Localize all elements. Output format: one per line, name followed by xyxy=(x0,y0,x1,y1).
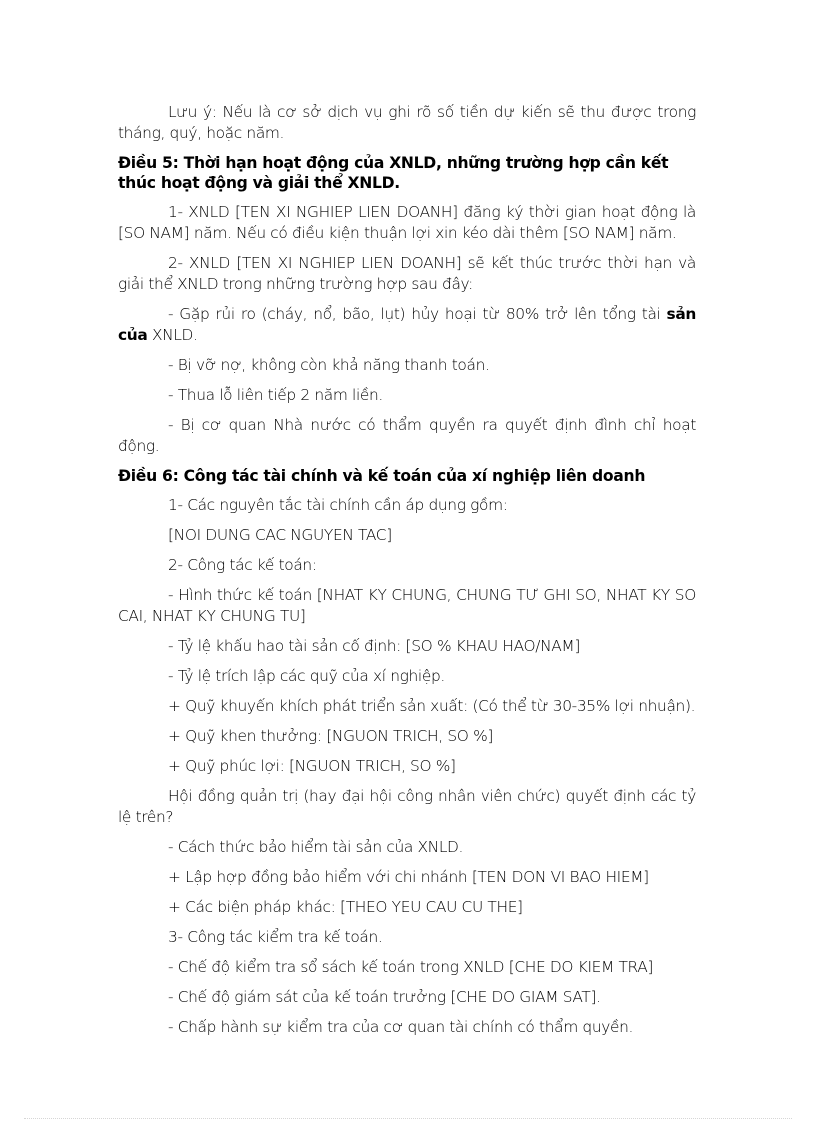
paragraph: 2- Công tác kế toán: xyxy=(168,556,317,574)
paragraph: + Lập hợp đồng bảo hiểm với chi nhánh [TEN DON VI BAO HIEM] xyxy=(168,868,649,886)
paragraph: - Hình thức kế toán [NHAT KY CHUNG, CHUNG TƯ GHI SO, NHAT KY SO CAI, NHAT KY CHUNG TU] xyxy=(118,586,696,625)
paragraph: - Chế độ kiểm tra sổ sách kế toán trong XNLD [CHE DO KIEM TRA] xyxy=(168,958,654,976)
paragraph-text: XNLD. xyxy=(147,326,198,344)
paragraph: Lưu ý: Nếu là cơ sở dịch vụ ghi rõ số tiền dự kiến sẽ thu được trong tháng, quý, hoặc năm. xyxy=(118,103,696,142)
paragraph: + Quỹ khuyến khích phát triển sản xuất: (Có thể từ 30-35% lợi nhuận). xyxy=(168,697,696,715)
paragraph: 1- Các nguyên tắc tài chính cần áp dụng gồm: xyxy=(168,496,508,514)
section-heading: Điều 6: Công tác tài chính và kế toán của xí nghiệp liên doanh xyxy=(118,467,646,485)
paragraph: 2- XNLD [TEN XI NGHIEP LIEN DOANH] sẽ kết thúc trước thời hạn và giải thể XNLD trong những trường hợp sau đây: xyxy=(118,254,696,293)
paragraph: + Các biện pháp khác: [THEO YEU CAU CU THE] xyxy=(168,898,523,916)
section-heading: Điều 5: Thời hạn hoạt động của XNLD, những trường hợp cần kết thúc hoạt động và giải thể XNLD. xyxy=(118,154,669,192)
paragraph: + Quỹ phúc lợi: [NGUON TRICH, SO %] xyxy=(168,757,456,775)
paragraph: [NOI DUNG CAC NGUYEN TAC] xyxy=(168,526,392,544)
paragraph: Hội đồng quản trị (hay đại hội công nhân viên chức) quyết định các tỷ lệ trên? xyxy=(118,787,696,826)
paragraph: - Chế độ giám sát của kế toán trưởng [CHE DO GIAM SAT]. xyxy=(168,988,601,1006)
paragraph: + Quỹ khen thưởng: [NGUON TRICH, SO %] xyxy=(168,727,494,745)
document-body xyxy=(118,102,696,1047)
paragraph: - Tỷ lệ trích lập các quỹ của xí nghiệp. xyxy=(168,667,445,685)
paragraph: 1- XNLD [TEN XI NGHIEP LIEN DOANH] đăng ký thời gian hoạt động là [SO NAM] năm. Nếu có điều kiện thuận lợi xin kéo dài thêm [SO NAM] năm. xyxy=(118,203,696,242)
emphasized-text: sản của xyxy=(118,305,696,344)
paragraph: - Tỷ lệ khấu hao tài sản cố định: [SO % KHAU HAO/NAM] xyxy=(168,637,581,655)
page-bottom-rule xyxy=(24,1118,792,1119)
paragraph: - Cách thức bảo hiểm tài sản của XNLD. xyxy=(168,838,464,856)
paragraph: - Bị cơ quan Nhà nước có thẩm quyền ra quyết định đình chỉ hoạt động. xyxy=(118,416,696,455)
paragraph: - Chấp hành sự kiểm tra của cơ quan tài chính có thẩm quyền. xyxy=(168,1018,634,1036)
paragraph xyxy=(118,304,696,346)
paragraph: 3- Công tác kiểm tra kế toán. xyxy=(168,928,383,946)
paragraph: - Bị vỡ nợ, không còn khả năng thanh toán. xyxy=(168,356,490,374)
paragraph: - Thua lỗ liên tiếp 2 năm liền. xyxy=(168,386,383,404)
paragraph-text: - Gặp rủi ro (cháy, nổ, bão, lụt) hủy hoại từ 80% trở lên tổng tài xyxy=(168,305,667,323)
